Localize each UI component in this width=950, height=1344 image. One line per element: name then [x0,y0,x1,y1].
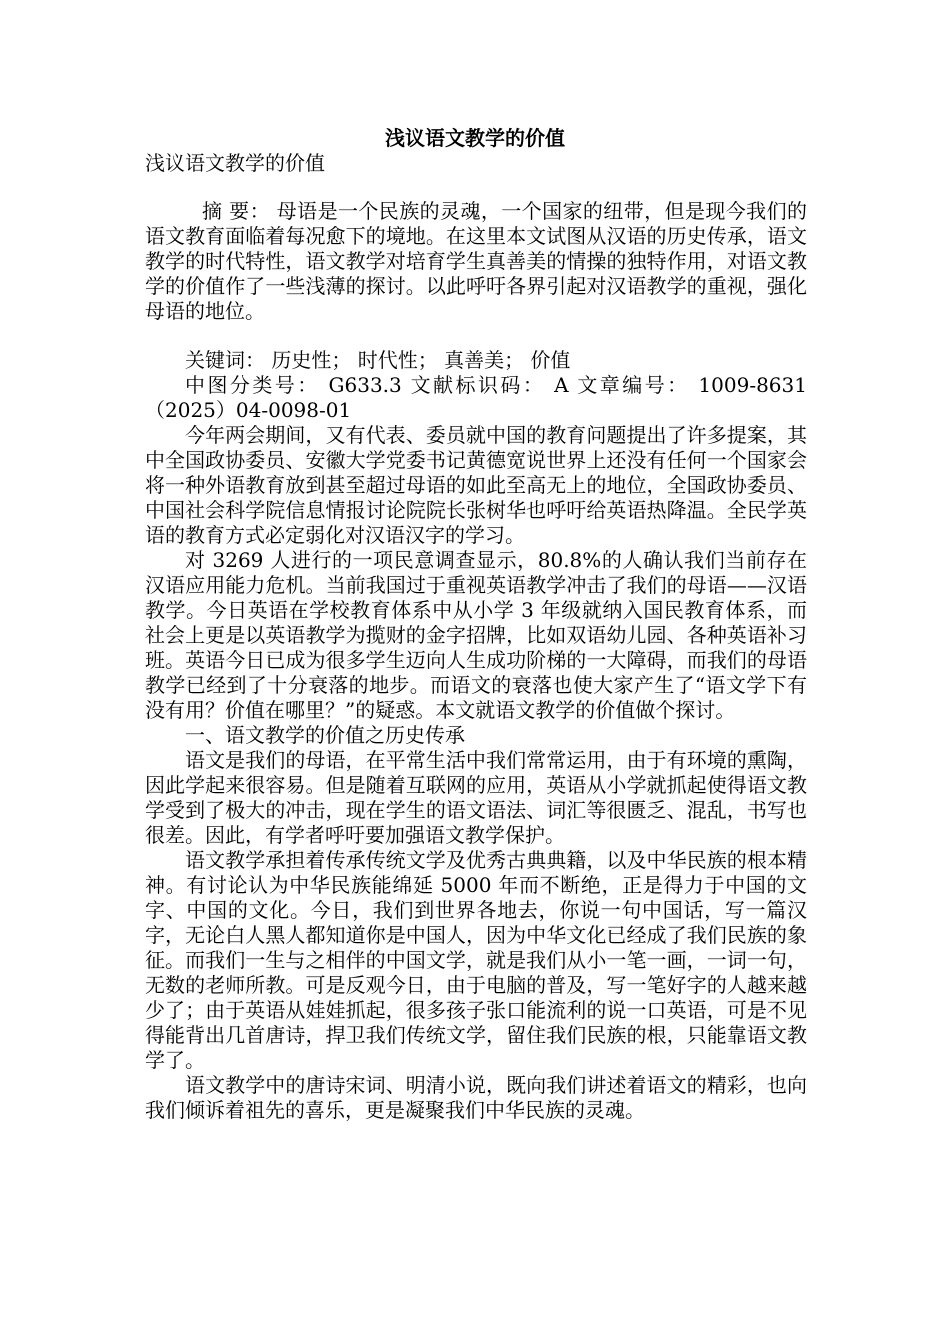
document-subtitle: 浅议语文教学的价值 [145,151,325,175]
document-body [145,199,807,1123]
body-paragraph: 对 3269 人进行的一项民意调查显示，80.8%的人确认我们当前存在汉语应用能力危机。当前我国过于重视英语教学冲击了我们的母语——汉语教学。今日英语在学校教育体系中从小学 3 年级就纳入国民教育体系，而社会上更是以英语教学为揽财的金字招牌，比如双语幼儿园、各种英语补习班。英语今日已成为很多学生迈向人生成功阶梯的一大障碍，而我们的母语教学已经到了十分衰落的地步。而语文的衰落也使大家产生了“语文学下有没有用？价值在哪里？”的疑惑。本文就语文教学的价值做个探讨。 [145,548,807,722]
document-title: 浅议语文教学的价值 [385,126,565,150]
section-paragraph: 语文教学中的唐诗宋词、明清小说，既向我们讲述着语文的精彩，也向我们倾诉着祖先的喜乐，更是凝聚我们中华民族的灵魂。 [145,1073,807,1122]
section-paragraph: 语文教学承担着传承传统文学及优秀古典典籍，以及中华民族的根本精神。有讨论认为中华民族能绵延 5000 年而不断绝，正是得力于中国的文字、中国的文化。今日，我们到世界各地去，你说一句中国话，写一篇汉字，无论白人黑人都知道你是中国人，因为中华文化已经成了我们民族的象征。而我们一生与之相伴的中国文学，就是我们从小一笔一画，一词一句，无数的老师所教。可是反观今日，由于电脑的普及，写一笔好字的人越来越少了；由于英语从娃娃抓起，很多孩子张口能流利的说一口英语，可是不见得能背出几首唐诗，捍卫我们传统文学，留住我们民族的根，只能靠语文教学了。 [145,848,807,1072]
section-heading: 一、语文教学的价值之历史传承 [185,723,465,747]
classification-line: 中图分类号： G633.3 文献标识码： A 文章编号： 1009-8631（2025）04-0098-01 [145,373,807,422]
keywords-line: 关键词： 历史性； 时代性； 真善美； 价值 [185,348,571,372]
section-paragraph: 语文是我们的母语，在平常生活中我们常常运用，由于有环境的熏陶，因此学起来很容易。但是随着互联网的应用，英语从小学就抓起使得语文教学受到了极大的冲击，现在学生的语文语法、词汇等很匮乏、混乱，书写也很差。因此，有学者呼吁要加强语文教学保护。 [145,748,807,847]
abstract-paragraph: 摘 要： 母语是一个民族的灵魂，一个国家的纽带，但是现今我们的语文教育面临着每况愈下的境地。在这里本文试图从汉语的历史传承，语文教学的时代特性，语文教学对培育学生真善美的情操的独特作用，对语文教学的价值作了一些浅薄的探讨。以此呼吁各界引起对汉语教学的重视，强化母语的地位。 [145,199,807,323]
body-paragraph: 今年两会期间，又有代表、委员就中国的教育问题提出了许多提案，其中全国政协委员、安徽大学党委书记黄德宽说世界上还没有任何一个国家会将一种外语教育放到甚至超过母语的如此至高无上的地位，全国政协委员、中国社会科学院信息情报讨论院院长张树华也呼吁给英语热降温。全民学英语的教育方式必定弱化对汉语汉字的学习。 [145,423,807,547]
paragraph-gap [145,324,807,348]
